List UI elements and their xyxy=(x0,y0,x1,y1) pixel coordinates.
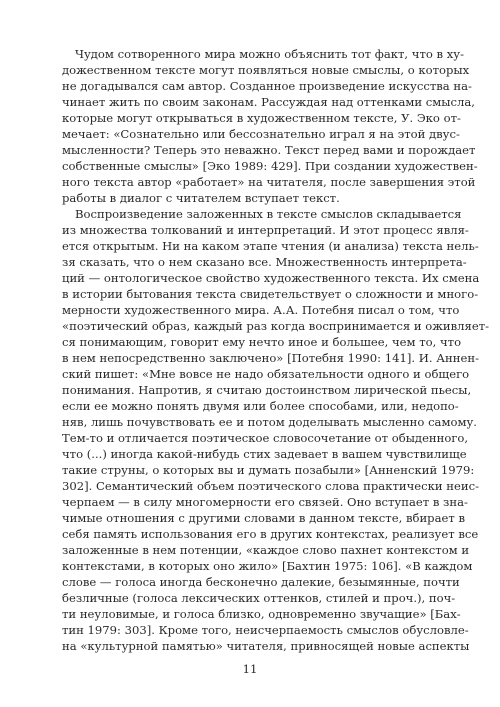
text-line: 302]. Семантический объем поэтического слова практически неис- xyxy=(62,479,480,493)
text-line: на «культурной памятью» читателя, привносящей новые аспекты xyxy=(62,639,470,653)
text-line: заложенные в нем потенции, «каждое слово пахнет контекстом и xyxy=(62,543,470,557)
text-line: безличные (голоса лексических оттенков, стилей и проч.), поч- xyxy=(62,591,456,605)
text-line: что (...) иногда какой-нибудь стих задевает в вашем чувствилище xyxy=(62,447,467,461)
text-line: мечает: «Сознательно или бессознательно играл я на этой двус- xyxy=(62,127,460,141)
text-line: контекстами, в которых оно жило» [Бахтин 1975: 106]. «В каждом xyxy=(62,559,473,573)
text-line: Тем-то и отличается поэтическое словосочетание от обыденного, xyxy=(62,431,469,445)
text-line: Воспроизведение заложенных в тексте смыслов складывается xyxy=(75,207,462,221)
page-number: 11 xyxy=(242,662,258,676)
text-line: работы в диалог с читателем вступает текст. xyxy=(62,191,340,205)
text-line: понимания. Напротив, я считаю достоинством лирической пьесы, xyxy=(62,383,472,397)
text-line: если ее можно понять двумя или более способами, или, недопо- xyxy=(62,399,459,413)
text-line: которые могут открываться в художественном тексте, У. Эко от- xyxy=(62,111,461,125)
text-line: зя сказать, что о нем сказано все. Множественность интерпрета- xyxy=(62,255,467,269)
text-line: тин 1979: 303]. Кроме того, неисчерпаемость смыслов обусловле- xyxy=(62,623,469,637)
text-line: из множества толкований и интерпретаций. И этот процесс явля- xyxy=(62,223,469,237)
text-line: Чудом сотворенного мира можно объяснить тот факт, что в ху- xyxy=(75,47,465,61)
text-line: в нем непосредственно заключено» [Потебня 1990: 141]. И. Аннен- xyxy=(62,351,480,365)
text-line: ский пишет: «Мне вовсе не надо обязательности одного и общего xyxy=(62,367,470,381)
text-line: ного текста автор «работает» на читателя, после завершения этой xyxy=(62,175,476,189)
text-line: ется открытым. Ни на каком этапе чтения (и анализа) текста нель- xyxy=(62,239,479,253)
text-line: ся понимающим, говорит ему нечто иное и большее, чем то, что xyxy=(62,335,462,349)
text-line: собственные смыслы» [Эко 1989: 429]. При создании художествен- xyxy=(62,159,478,173)
text-line: дожественном тексте могут появляться новые смыслы, о которых xyxy=(62,63,470,77)
text-line: ций — онтологическое свойство художественного текста. Их смена xyxy=(62,271,480,285)
text-line: чинает жить по своим законам. Рассуждая над оттенками смысла, xyxy=(62,95,475,109)
text-line: няв, лишь почувствовать ее и потом доделывать мысленно самому. xyxy=(62,415,477,429)
text-line: ти неуловимые, и голоса близко, одновременно звучащие» [Бах- xyxy=(62,607,461,621)
text-line: мысленности? Теперь это неважно. Текст перед вами и порождает xyxy=(62,143,476,157)
text-line: мерности художественного мира. А.А. Потебня писал о том, что xyxy=(62,303,460,317)
text-line: черпаем — в силу многомерности его связей. Оно вступает в зна- xyxy=(62,495,468,509)
text-line: такие струны, о которых вы и думать позабыли» [Анненский 1979: xyxy=(62,463,475,477)
text-line: чимые отношения с другими словами в данном тексте, вбирает в xyxy=(62,511,465,525)
text-line: «поэтический образ, каждый раз когда воспринимается и оживляет- xyxy=(62,319,490,333)
text-line: себя память использования его в других контекстах, реализует все xyxy=(62,527,479,541)
text-line: в истории бытования текста свидетельствует о сложности и много- xyxy=(62,287,479,301)
text-line: не догадывался сам автор. Созданное произведение искусства на- xyxy=(62,79,472,93)
text-line: слове — голоса иногда бесконечно далекие, безымянные, почти xyxy=(62,575,460,589)
paragraph xyxy=(62,46,478,206)
body-text xyxy=(62,46,490,654)
paragraph xyxy=(62,206,490,654)
